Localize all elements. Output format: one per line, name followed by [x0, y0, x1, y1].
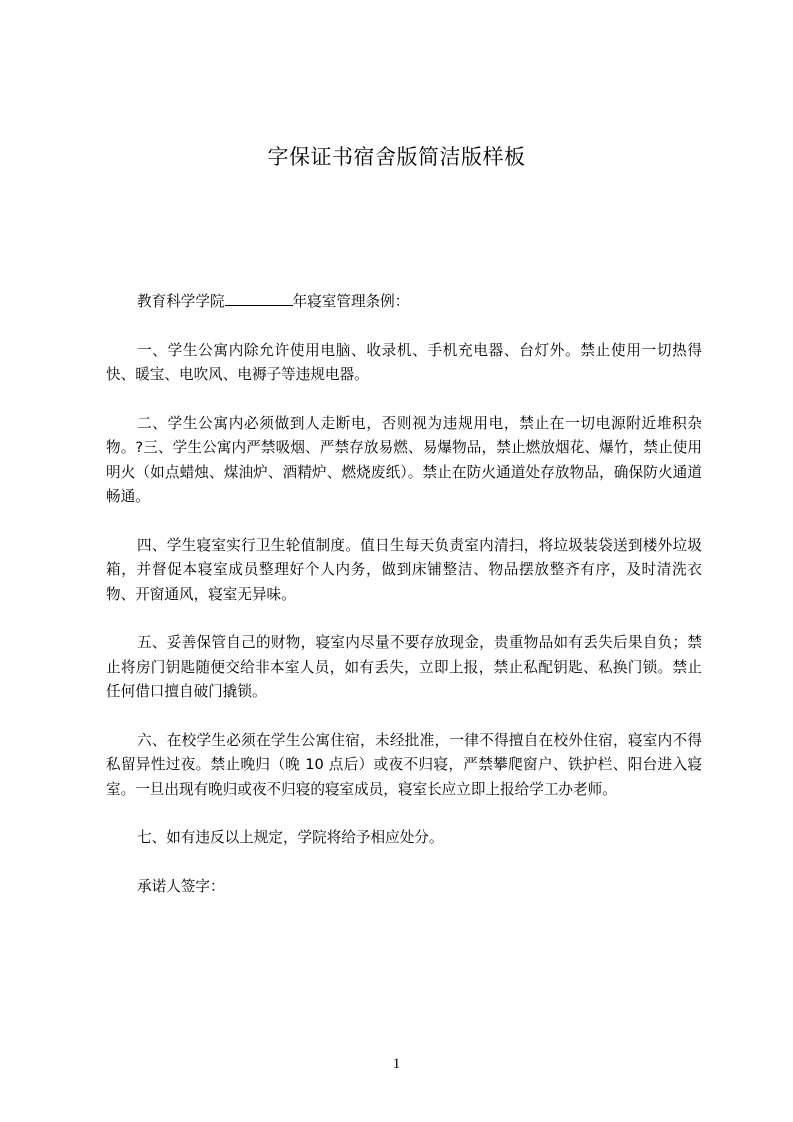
document-title: 字保证书宿舍版简洁版样板 [267, 145, 526, 169]
document-body [106, 290, 702, 899]
rule-paragraph-7: 七、如有违反以上规定，学院将给予相应处分。 [137, 829, 444, 846]
rule-paragraph-6: 六、在校学生必须在学生公寓住宿，未经批准，一律不得擅自在校外住宿，寝室内不得私留异性过夜。禁止晚归（晚 10 点后）或夜不归寝，严禁攀爬窗户、铁护栏、阳台进入寝室。一旦出现有晚归或夜不归寝的寝室成员，寝室长应立即上报给学工办老师。 [106, 731, 702, 798]
college-name: 教育科学学院 [137, 293, 225, 310]
rule-paragraph-1: 一、学生公寓内除允许使用电脑、收录机、手机充电器、台灯外。禁止使用一切热得快、暖宝、电吹风、电褥子等违规电器。 [106, 341, 702, 383]
regulation-heading: 年寝室管理条例： [292, 293, 410, 310]
year-blank-line [225, 291, 293, 306]
page-number: 1 [392, 1056, 401, 1072]
intro-line [106, 290, 702, 315]
rule-paragraph-5: 五、妥善保管自己的财物，寝室内尽量不要存放现金，贵重物品如有丢失后果自负；禁止将房门钥匙随便交给非本室人员，如有丢失，立即上报，禁止私配钥匙、私换门锁。禁止任何借口擅自破门撬锁。 [106, 634, 702, 700]
signature-label: 承诺人签字： [137, 877, 225, 895]
rule-paragraph-2-3: 二、学生公寓内必须做到人走断电，否则视为违规用电，禁止在一切电源附近堆积杂物。?三、学生公寓内严禁吸烟、严禁存放易燃、易爆物品，禁止燃放烟花、爆竹，禁止使用明火（如点蜡烛、煤油炉、酒精炉、燃烧废纸）。禁止在防火通道处存放物品，确保防火通道畅通。 [106, 414, 702, 505]
rule-paragraph-4: 四、学生寝室实行卫生轮值制度。值日生每天负责室内清扫，将垃圾装袋送到楼外垃圾箱，并督促本寝室成员整理好个人内务，做到床铺整洁、物品摆放整齐有序，及时清洗衣物、开窗通风，寝室无异味。 [106, 536, 702, 603]
